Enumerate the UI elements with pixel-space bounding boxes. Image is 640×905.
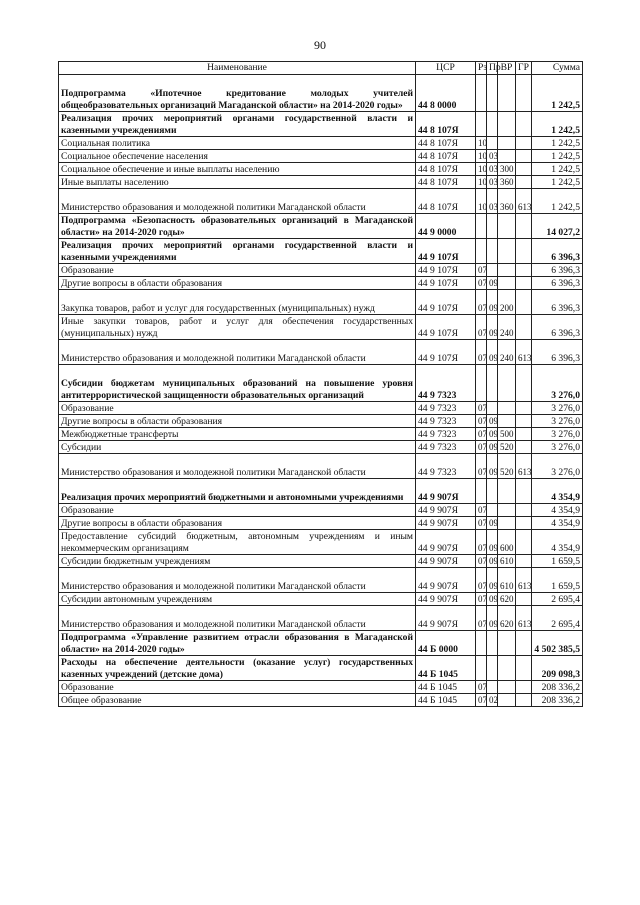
cell-name: Субсидии: [59, 441, 416, 454]
cell-gr: [516, 656, 532, 681]
cell-sum: 6 396,3: [532, 340, 583, 365]
cell-name: Иные выплаты населению: [59, 176, 416, 189]
cell-rz: 07: [476, 504, 487, 517]
cell-gr: [516, 277, 532, 290]
table-row: [59, 264, 583, 277]
cell-pr: [487, 479, 498, 504]
cell-name: Другие вопросы в области образования: [59, 415, 416, 428]
cell-sum: 1 242,5: [532, 75, 583, 112]
cell-sum: 4 502 385,5: [532, 631, 583, 656]
cell-csr: 44 8 107Я: [416, 163, 476, 176]
table-row: [59, 593, 583, 606]
cell-name: Образование: [59, 504, 416, 517]
cell-rz: [476, 239, 487, 264]
cell-name: Закупка товаров, работ и услуг для государственных (муниципальных) нужд: [59, 290, 416, 315]
cell-pr: 09: [487, 415, 498, 428]
cell-name: Расходы на обеспечение деятельности (оказание услуг) государственных казенных учреждений (детские дома): [59, 656, 416, 681]
cell-name: Министерство образования и молодежной политики Магаданской области: [59, 189, 416, 214]
cell-vr: 200: [498, 290, 516, 315]
cell-vr: 360: [498, 189, 516, 214]
cell-rz: 07: [476, 277, 487, 290]
cell-sum: 4 354,9: [532, 504, 583, 517]
cell-sum: 1 659,5: [532, 568, 583, 593]
cell-gr: [516, 631, 532, 656]
cell-csr: 44 9 7323: [416, 428, 476, 441]
cell-sum: 4 354,9: [532, 530, 583, 555]
cell-gr: [516, 264, 532, 277]
cell-sum: 2 695,4: [532, 606, 583, 631]
cell-pr: 09: [487, 593, 498, 606]
cell-csr: 44 9 107Я: [416, 239, 476, 264]
cell-sum: 4 354,9: [532, 517, 583, 530]
table-row: [59, 504, 583, 517]
cell-sum: 3 276,0: [532, 441, 583, 454]
cell-vr: 520: [498, 454, 516, 479]
column-header-csr: ЦСР: [416, 62, 476, 75]
cell-vr: [498, 504, 516, 517]
cell-name: Социальное обеспечение и иные выплаты населению: [59, 163, 416, 176]
table-row: [59, 428, 583, 441]
budget-table: [58, 61, 583, 707]
cell-rz: 07: [476, 454, 487, 479]
cell-csr: 44 9 7323: [416, 365, 476, 402]
table-row: [59, 555, 583, 568]
cell-csr: 44 8 107Я: [416, 189, 476, 214]
cell-gr: [516, 530, 532, 555]
cell-rz: 07: [476, 290, 487, 315]
cell-pr: [487, 214, 498, 239]
cell-csr: 44 9 107Я: [416, 277, 476, 290]
cell-rz: [476, 656, 487, 681]
cell-sum: 6 396,3: [532, 264, 583, 277]
cell-csr: 44 9 907Я: [416, 479, 476, 504]
cell-name: Другие вопросы в области образования: [59, 277, 416, 290]
cell-vr: [498, 277, 516, 290]
cell-pr: 03: [487, 176, 498, 189]
cell-pr: [487, 365, 498, 402]
cell-pr: [487, 504, 498, 517]
cell-pr: 09: [487, 530, 498, 555]
cell-rz: 07: [476, 530, 487, 555]
cell-pr: [487, 137, 498, 150]
cell-name: Реализация прочих мероприятий органами государственной власти и казенными учреждениями: [59, 239, 416, 264]
cell-sum: 208 336,2: [532, 694, 583, 707]
cell-vr: [498, 112, 516, 137]
cell-vr: [498, 75, 516, 112]
cell-csr: 44 8 107Я: [416, 137, 476, 150]
cell-vr: [498, 365, 516, 402]
cell-vr: [498, 402, 516, 415]
cell-gr: 613: [516, 606, 532, 631]
cell-vr: 500: [498, 428, 516, 441]
cell-pr: 09: [487, 340, 498, 365]
column-header-rz: Рз: [476, 62, 487, 75]
cell-csr: 44 Б 0000: [416, 631, 476, 656]
table-row: [59, 402, 583, 415]
cell-rz: 07: [476, 402, 487, 415]
table-row: [59, 479, 583, 504]
cell-gr: [516, 479, 532, 504]
cell-csr: 44 9 907Я: [416, 568, 476, 593]
cell-sum: 1 242,5: [532, 189, 583, 214]
cell-gr: [516, 150, 532, 163]
cell-name: Подпрограмма «Ипотечное кредитование молодых учителей общеобразовательных организаций Магаданской области» на 2014-2020 годы»: [59, 75, 416, 112]
table-row: [59, 681, 583, 694]
cell-vr: [498, 479, 516, 504]
cell-name: Социальное обеспечение населения: [59, 150, 416, 163]
table-row: [59, 340, 583, 365]
cell-csr: 44 Б 1045: [416, 656, 476, 681]
cell-vr: 240: [498, 340, 516, 365]
cell-pr: 09: [487, 315, 498, 340]
cell-rz: 07: [476, 441, 487, 454]
cell-csr: 44 9 907Я: [416, 593, 476, 606]
cell-pr: 09: [487, 290, 498, 315]
cell-pr: 09: [487, 428, 498, 441]
table-row: [59, 277, 583, 290]
cell-sum: 6 396,3: [532, 277, 583, 290]
cell-gr: [516, 214, 532, 239]
cell-pr: [487, 681, 498, 694]
cell-pr: 09: [487, 555, 498, 568]
cell-pr: [487, 112, 498, 137]
cell-sum: 1 242,5: [532, 112, 583, 137]
cell-sum: 1 242,5: [532, 137, 583, 150]
table-row: [59, 606, 583, 631]
column-header-gr: ГР: [516, 62, 532, 75]
cell-gr: [516, 504, 532, 517]
cell-vr: [498, 214, 516, 239]
cell-pr: 09: [487, 606, 498, 631]
table-row: [59, 239, 583, 264]
cell-gr: [516, 315, 532, 340]
cell-pr: 09: [487, 454, 498, 479]
cell-sum: 1 659,5: [532, 555, 583, 568]
cell-rz: 07: [476, 315, 487, 340]
table-row: [59, 112, 583, 137]
cell-name: Субсидии бюджетам муниципальных образований на повышение уровня антитеррористической защищенности образовательных организаций: [59, 365, 416, 402]
cell-csr: 44 8 0000: [416, 75, 476, 112]
cell-name: Министерство образования и молодежной политики Магаданской области: [59, 606, 416, 631]
table-row: [59, 517, 583, 530]
cell-vr: [498, 415, 516, 428]
cell-sum: 2 695,4: [532, 593, 583, 606]
cell-pr: [487, 402, 498, 415]
cell-pr: 09: [487, 568, 498, 593]
cell-name: Подпрограмма «Управление развитием отрасли образования в Магаданской области» на 2014-2020 годы»: [59, 631, 416, 656]
table-header-row: [59, 62, 583, 75]
cell-csr: 44 8 107Я: [416, 112, 476, 137]
cell-rz: 07: [476, 340, 487, 365]
table-row: [59, 454, 583, 479]
cell-gr: [516, 75, 532, 112]
cell-rz: 07: [476, 568, 487, 593]
cell-name: Реализация прочих мероприятий бюджетными и автономными учреждениями: [59, 479, 416, 504]
table-row: [59, 656, 583, 681]
cell-name: Социальная политика: [59, 137, 416, 150]
cell-vr: 620: [498, 606, 516, 631]
cell-csr: 44 9 107Я: [416, 340, 476, 365]
cell-name: Общее образование: [59, 694, 416, 707]
table-row: [59, 441, 583, 454]
column-header-pr: Пр: [487, 62, 498, 75]
cell-vr: [498, 137, 516, 150]
column-header-sum: Сумма: [532, 62, 583, 75]
cell-csr: 44 9 107Я: [416, 264, 476, 277]
cell-gr: [516, 402, 532, 415]
table-row: [59, 290, 583, 315]
cell-rz: 10: [476, 137, 487, 150]
table-row: [59, 631, 583, 656]
cell-csr: 44 9 907Я: [416, 606, 476, 631]
cell-csr: 44 9 107Я: [416, 315, 476, 340]
cell-gr: 613: [516, 454, 532, 479]
cell-gr: [516, 694, 532, 707]
cell-name: Министерство образования и молодежной политики Магаданской области: [59, 454, 416, 479]
cell-name: Образование: [59, 264, 416, 277]
cell-rz: 10: [476, 150, 487, 163]
table-row: [59, 568, 583, 593]
cell-gr: 613: [516, 340, 532, 365]
cell-pr: 02: [487, 694, 498, 707]
cell-vr: 520: [498, 441, 516, 454]
page-number: 90: [314, 38, 326, 52]
cell-pr: [487, 656, 498, 681]
cell-vr: [498, 681, 516, 694]
cell-vr: [498, 631, 516, 656]
cell-rz: 10: [476, 176, 487, 189]
cell-pr: 03: [487, 189, 498, 214]
cell-rz: 07: [476, 593, 487, 606]
cell-gr: [516, 163, 532, 176]
cell-sum: 1 242,5: [532, 163, 583, 176]
cell-csr: 44 9 7323: [416, 441, 476, 454]
cell-name: Министерство образования и молодежной политики Магаданской области: [59, 568, 416, 593]
cell-rz: 07: [476, 694, 487, 707]
table-row: [59, 530, 583, 555]
cell-csr: 44 Б 1045: [416, 694, 476, 707]
cell-sum: 209 098,3: [532, 656, 583, 681]
cell-gr: [516, 137, 532, 150]
cell-vr: [498, 517, 516, 530]
cell-gr: [516, 593, 532, 606]
cell-sum: 1 242,5: [532, 176, 583, 189]
cell-csr: 44 9 907Я: [416, 504, 476, 517]
cell-name: Субсидии бюджетным учреждениям: [59, 555, 416, 568]
cell-name: Подпрограмма «Безопасность образовательных организаций в Магаданской области» на 2014-2020 годы»: [59, 214, 416, 239]
cell-pr: [487, 631, 498, 656]
cell-pr: [487, 264, 498, 277]
column-header-name: Наименование: [59, 62, 416, 75]
table-row: [59, 189, 583, 214]
cell-vr: 620: [498, 593, 516, 606]
cell-name: Иные закупки товаров, работ и услуг для обеспечения государственных (муниципальных) нужд: [59, 315, 416, 340]
cell-vr: 300: [498, 163, 516, 176]
cell-sum: 3 276,0: [532, 365, 583, 402]
cell-name: Предоставление субсидий бюджетным, автономным учреждениям и иным некоммерческим организациям: [59, 530, 416, 555]
cell-pr: 09: [487, 517, 498, 530]
cell-sum: 4 354,9: [532, 479, 583, 504]
cell-gr: [516, 290, 532, 315]
cell-name: Образование: [59, 681, 416, 694]
cell-sum: 3 276,0: [532, 402, 583, 415]
cell-csr: 44 9 7323: [416, 454, 476, 479]
cell-sum: 6 396,3: [532, 315, 583, 340]
cell-rz: 07: [476, 264, 487, 277]
cell-rz: [476, 631, 487, 656]
cell-name: Межбюджетные трансферты: [59, 428, 416, 441]
cell-rz: [476, 75, 487, 112]
column-header-vr: ВР: [498, 62, 516, 75]
cell-rz: 10: [476, 189, 487, 214]
cell-csr: 44 9 0000: [416, 214, 476, 239]
cell-sum: 6 396,3: [532, 239, 583, 264]
table-row: [59, 150, 583, 163]
cell-vr: 360: [498, 176, 516, 189]
cell-rz: [476, 112, 487, 137]
table-row: [59, 163, 583, 176]
cell-sum: 3 276,0: [532, 428, 583, 441]
cell-vr: [498, 694, 516, 707]
cell-pr: 09: [487, 441, 498, 454]
cell-sum: 3 276,0: [532, 415, 583, 428]
cell-rz: [476, 365, 487, 402]
cell-sum: 208 336,2: [532, 681, 583, 694]
table-row: [59, 176, 583, 189]
cell-gr: [516, 428, 532, 441]
cell-vr: [498, 264, 516, 277]
cell-vr: [498, 239, 516, 264]
table-row: [59, 315, 583, 340]
table-row: [59, 694, 583, 707]
cell-csr: 44 9 7323: [416, 402, 476, 415]
table-row: [59, 137, 583, 150]
cell-name: Образование: [59, 402, 416, 415]
cell-pr: 03: [487, 150, 498, 163]
cell-name: Другие вопросы в области образования: [59, 517, 416, 530]
cell-csr: 44 8 107Я: [416, 176, 476, 189]
cell-sum: 6 396,3: [532, 290, 583, 315]
cell-vr: [498, 656, 516, 681]
table-row: [59, 415, 583, 428]
cell-csr: 44 8 107Я: [416, 150, 476, 163]
cell-sum: 1 242,5: [532, 150, 583, 163]
cell-rz: 07: [476, 606, 487, 631]
cell-csr: 44 Б 1045: [416, 681, 476, 694]
cell-gr: [516, 239, 532, 264]
cell-sum: 14 027,2: [532, 214, 583, 239]
cell-gr: 613: [516, 568, 532, 593]
cell-gr: [516, 681, 532, 694]
cell-rz: [476, 479, 487, 504]
cell-csr: 44 9 907Я: [416, 517, 476, 530]
table-row: [59, 75, 583, 112]
cell-gr: [516, 112, 532, 137]
cell-gr: [516, 441, 532, 454]
cell-rz: 07: [476, 517, 487, 530]
cell-name: Реализация прочих мероприятий органами государственной власти и казенными учреждениями: [59, 112, 416, 137]
cell-pr: 09: [487, 277, 498, 290]
cell-rz: [476, 214, 487, 239]
cell-gr: [516, 555, 532, 568]
cell-gr: [516, 365, 532, 402]
cell-vr: 610: [498, 568, 516, 593]
cell-rz: 10: [476, 163, 487, 176]
table-row: [59, 214, 583, 239]
cell-gr: [516, 517, 532, 530]
cell-vr: 240: [498, 315, 516, 340]
cell-vr: [498, 150, 516, 163]
cell-vr: 610: [498, 555, 516, 568]
cell-rz: 07: [476, 555, 487, 568]
table-body: [59, 75, 583, 707]
cell-name: Субсидии автономным учреждениям: [59, 593, 416, 606]
cell-csr: 44 9 7323: [416, 415, 476, 428]
cell-gr: [516, 415, 532, 428]
cell-rz: 07: [476, 428, 487, 441]
cell-sum: 3 276,0: [532, 454, 583, 479]
cell-pr: [487, 239, 498, 264]
cell-pr: [487, 75, 498, 112]
cell-pr: 03: [487, 163, 498, 176]
cell-rz: 07: [476, 681, 487, 694]
cell-gr: 613: [516, 189, 532, 214]
cell-csr: 44 9 907Я: [416, 555, 476, 568]
cell-vr: 600: [498, 530, 516, 555]
cell-gr: [516, 176, 532, 189]
cell-csr: 44 9 107Я: [416, 290, 476, 315]
cell-rz: 07: [476, 415, 487, 428]
cell-name: Министерство образования и молодежной политики Магаданской области: [59, 340, 416, 365]
table-row: [59, 365, 583, 402]
cell-csr: 44 9 907Я: [416, 530, 476, 555]
